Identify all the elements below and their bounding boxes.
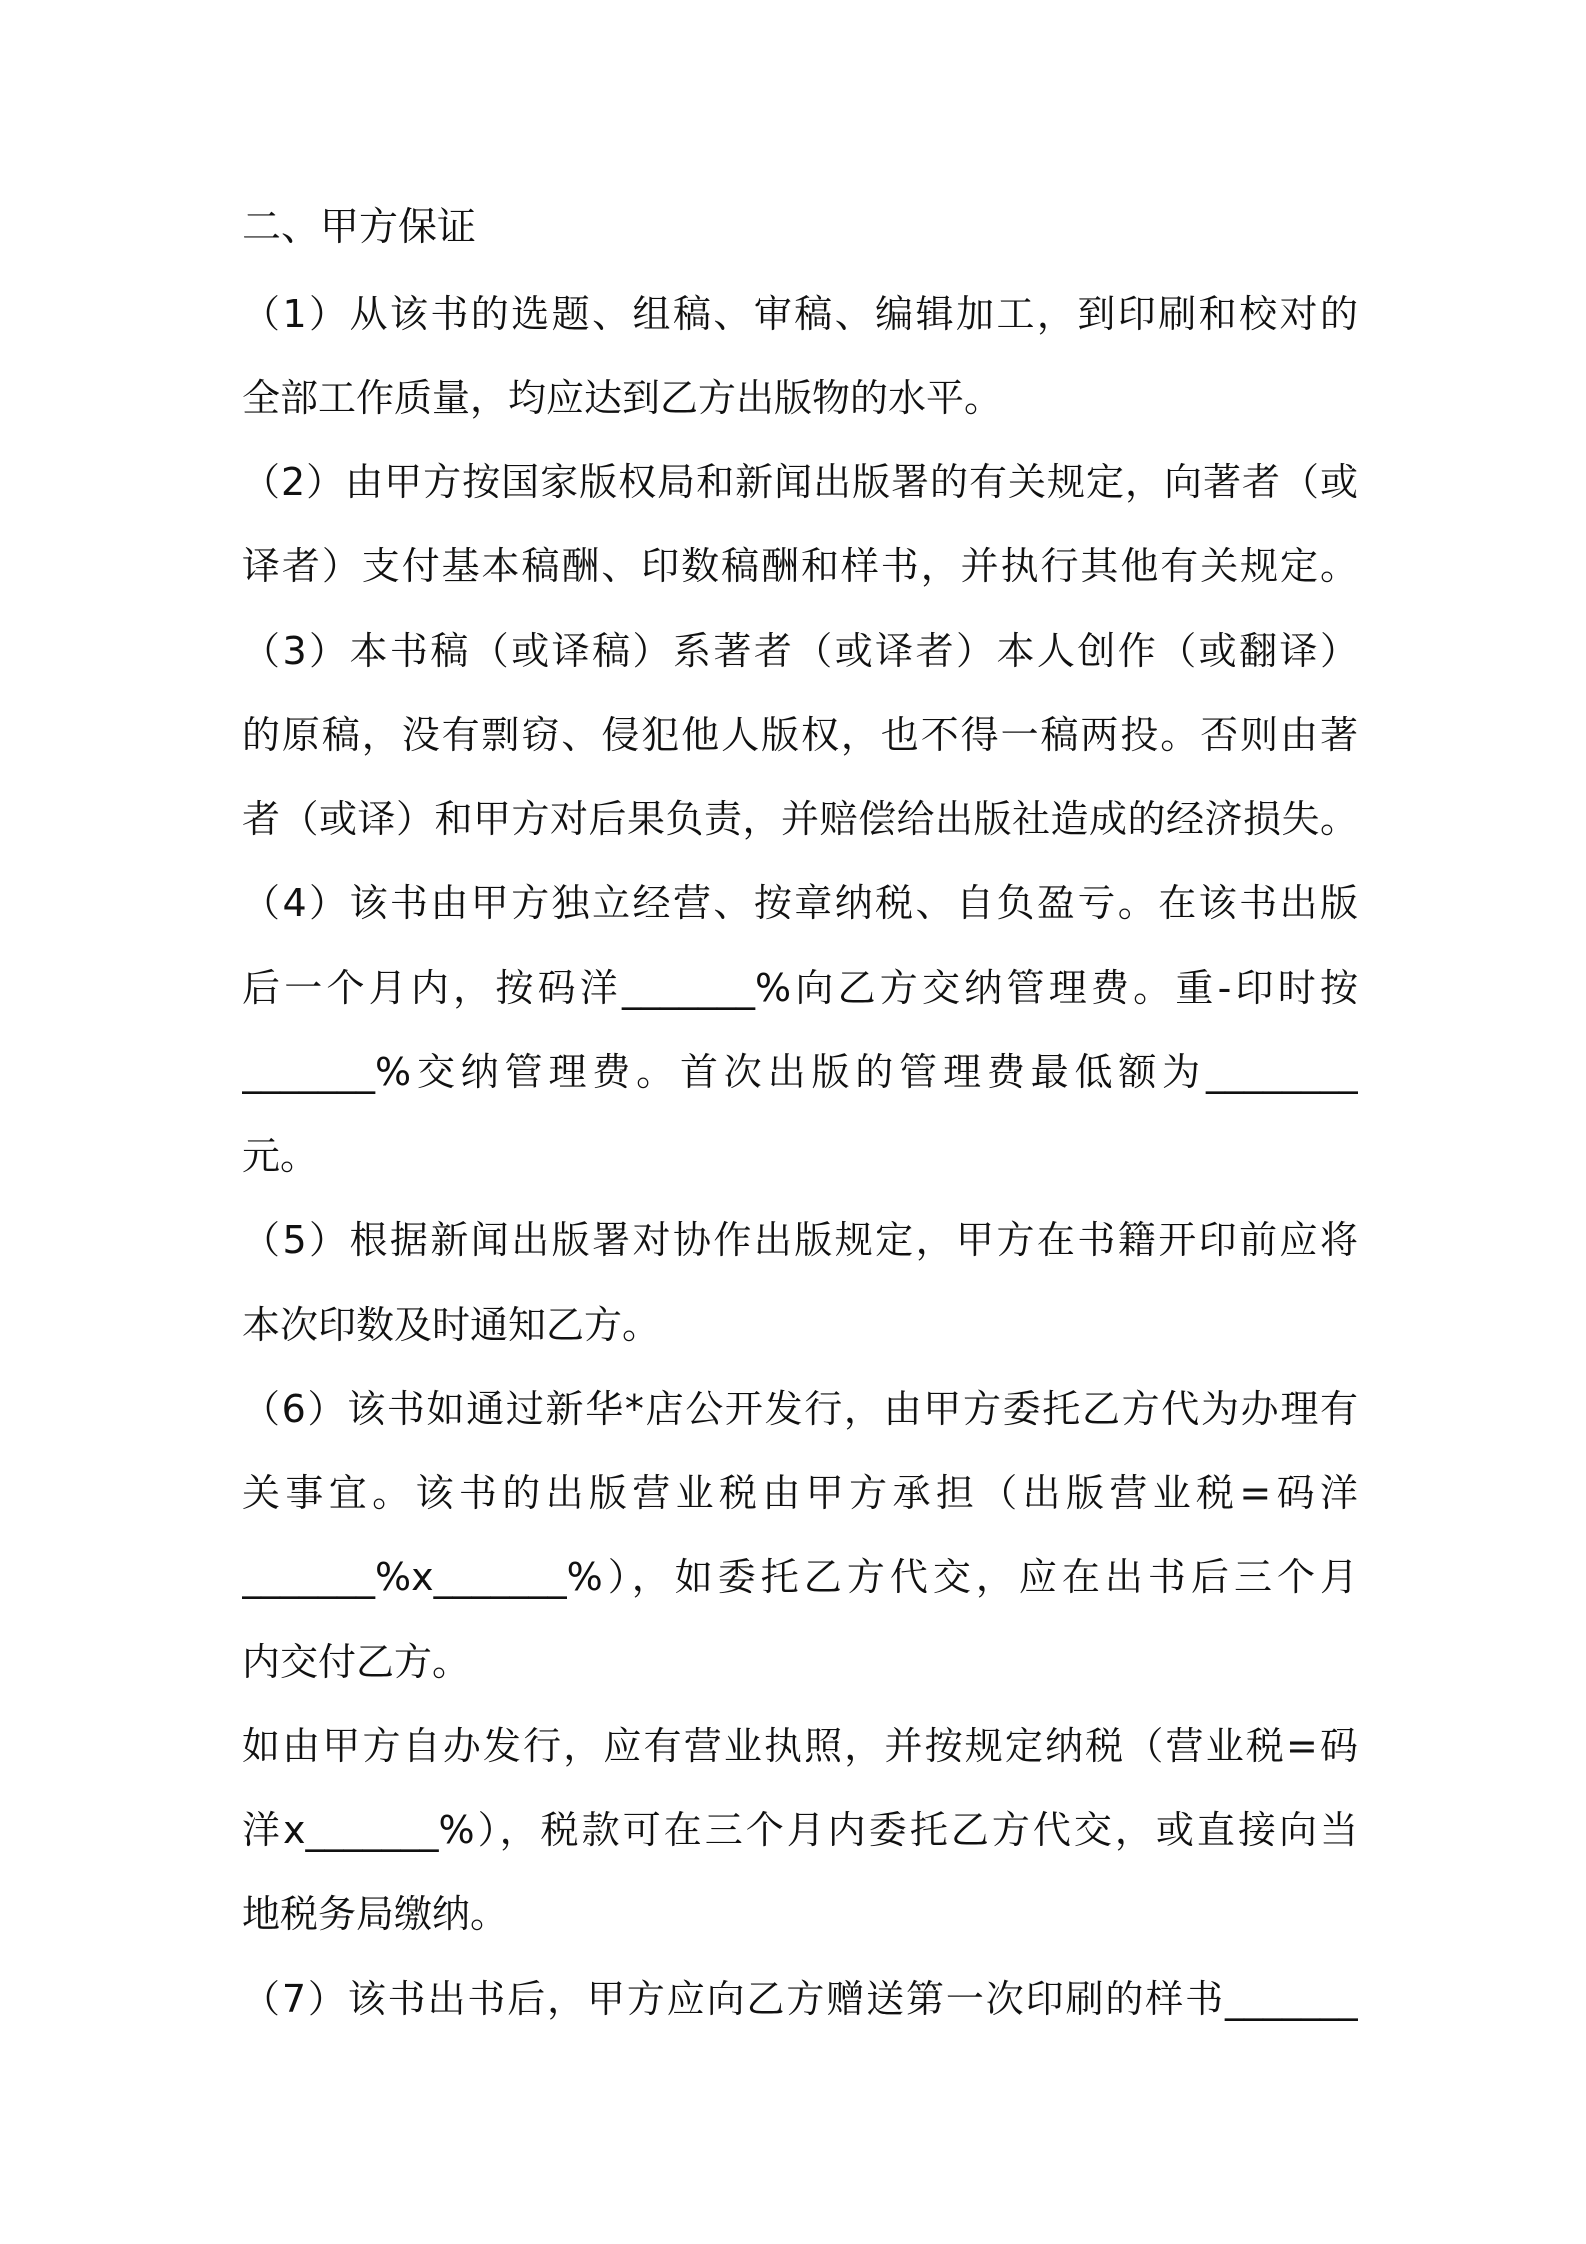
text-line: （1）从该书的选题、组稿、审稿、编辑加工，到印刷和校对的 [242, 292, 1358, 336]
text-line: 关事宜。该书的出版营业税由甲方承担（出版营业税=码洋 [242, 1471, 1358, 1515]
text-line: _______%x_______%），如委托乙方代交，应在出书后三个月 [242, 1555, 1358, 1599]
text-line: 本次印数及时通知乙方。 [242, 1303, 661, 1347]
text-line: （3）本书稿（或译稿）系著者（或译者）本人创作（或翻译） [242, 629, 1358, 673]
text-line: 后一个月内，按码洋_______%向乙方交纳管理费。重-印时按 [242, 966, 1358, 1010]
text-line: 译者）支付基本稿酬、印数稿酬和样书，并执行其他有关规定。 [242, 544, 1358, 588]
text-line: _______%交纳管理费。首次出版的管理费最低额为________ [242, 1050, 1358, 1094]
text-line: 的原稿，没有剽窃、侵犯他人版权，也不得一稿两投。否则由著 [242, 713, 1358, 757]
text-line: （2）由甲方按国家版权局和新闻出版署的有关规定，向著者（或 [242, 460, 1358, 504]
text-line: 全部工作质量，均应达到乙方出版物的水平。 [242, 376, 1003, 420]
text-line: （6）该书如通过新华*店公开发行，由甲方委托乙方代为办理有 [242, 1387, 1358, 1431]
text-line: 内交付乙方。 [242, 1640, 471, 1684]
text-line: 地税务局缴纳。 [242, 1892, 509, 1936]
section-heading: 二、甲方保证 [242, 205, 477, 250]
text-line: （7）该书出书后，甲方应向乙方赠送第一次印刷的样书_______ [242, 1977, 1358, 2021]
text-line: （4）该书由甲方独立经营、按章纳税、自负盈亏。在该书出版 [242, 881, 1358, 925]
text-line: 者（或译）和甲方对后果负责，并赔偿给出版社造成的经济损失。 [242, 797, 1358, 841]
text-line: 如由甲方自办发行，应有营业执照，并按规定纳税（营业税=码 [242, 1724, 1358, 1768]
text-line: 洋x_______%），税款可在三个月内委托乙方代交，或直接向当 [242, 1808, 1358, 1852]
text-line: 元。 [242, 1134, 319, 1178]
text-line: （5）根据新闻出版署对协作出版规定，甲方在书籍开印前应将 [242, 1218, 1358, 1262]
